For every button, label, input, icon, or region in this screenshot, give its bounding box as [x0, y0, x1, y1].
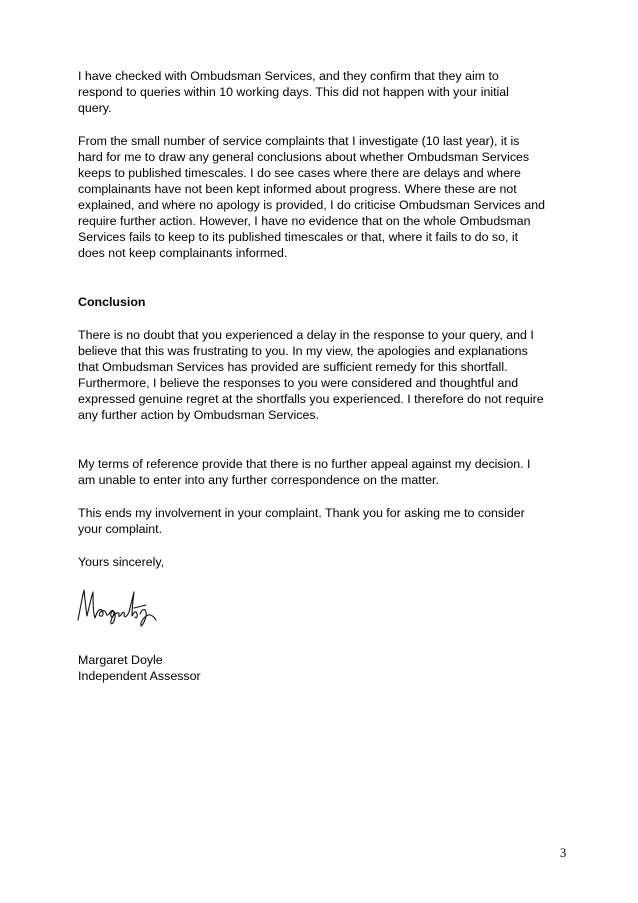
paragraph-service-complaints: From the small number of service complaints that I investigate (10 last year), it is hard for me to draw any general conclusions about whether Ombudsman Services keeps to published timescales. I do see cases where there are delays and where complainants have not been kept informed about progress. Where these are not explained, and where no apology is provided, I do criticise Ombudsman Services and require further action. However, I have no evidence that on the whole Ombudsman Services fails to keep to its published timescales or that, where it fails to do so, it does not keep complainants informed.: [78, 134, 545, 260]
paragraph-terms-of-reference: My terms of reference provide that there is no further appeal against my decision. I am unable to enter into any further correspondence on the matter.: [78, 457, 531, 487]
signatory-name: Margaret Doyle: [78, 653, 163, 667]
signatory-title: Independent Assessor: [78, 669, 201, 683]
letter-body: [78, 68, 568, 684]
paragraph-response-times: I have checked with Ombudsman Services, and they confirm that they aim to respond to queries within 10 working days. This did not happen with your initial query.: [78, 69, 509, 115]
handwritten-signature: [74, 584, 160, 630]
paragraph-closing-remarks: This ends my involvement in your complaint. Thank you for asking me to consider your complaint.: [78, 506, 525, 536]
paragraph-conclusion: There is no doubt that you experienced a delay in the response to your query, and I believe that this was frustrating to you. In my view, the apologies and explanations that Ombudsman Services has provided are sufficient remedy for this shortfall. Furthermore, I believe the responses to you were considered and thoughtful and expressed genuine regret at the shortfalls you experienced. I therefore do not require any further action by Ombudsman Services.: [78, 328, 544, 422]
page-number: 3: [560, 846, 567, 860]
closing-salutation: Yours sincerely,: [78, 555, 165, 569]
conclusion-heading: Conclusion: [78, 295, 146, 309]
